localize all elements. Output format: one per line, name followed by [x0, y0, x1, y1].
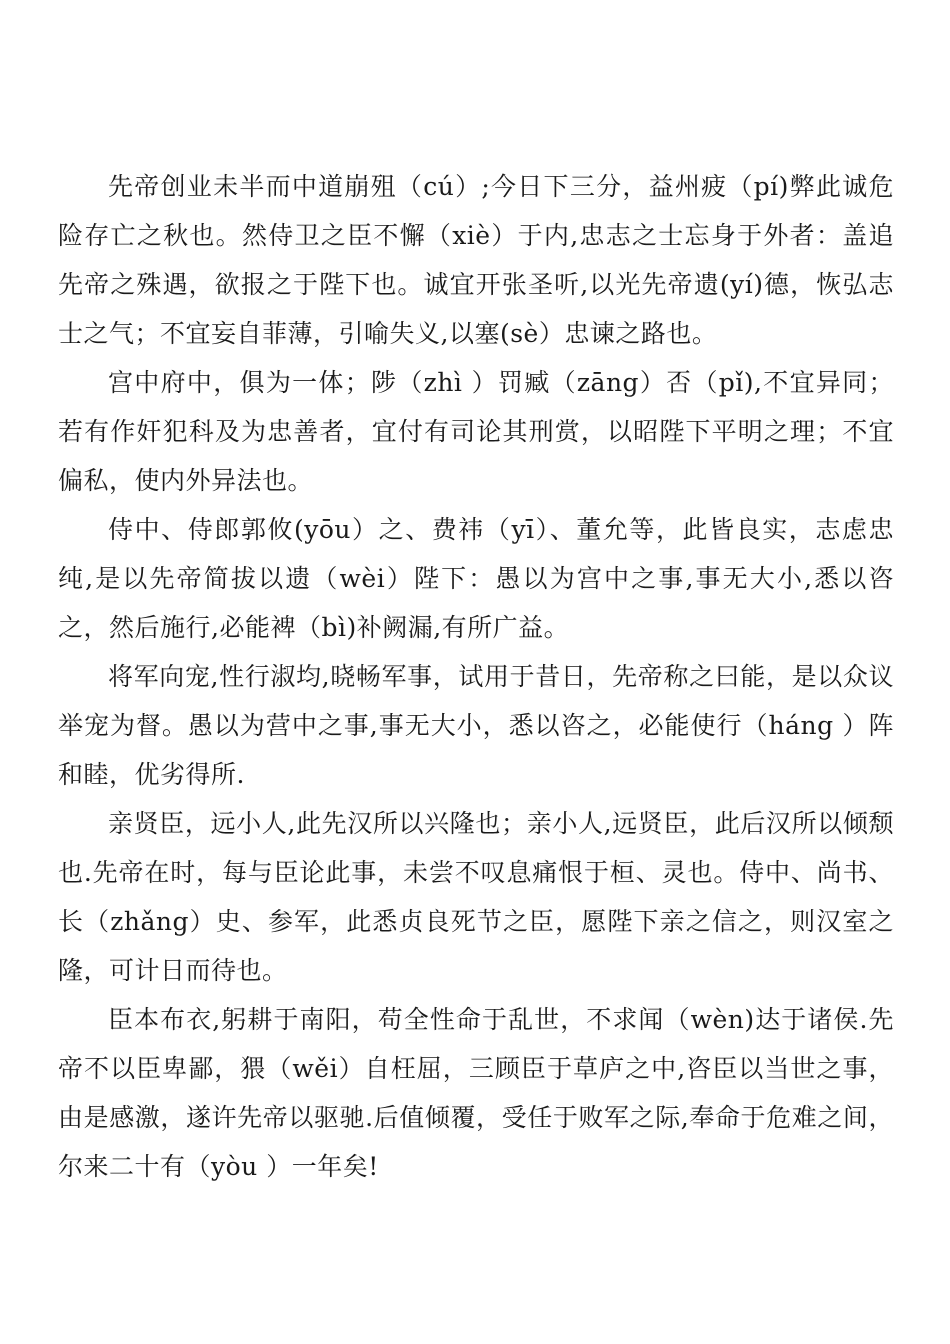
- document-body: [58, 162, 894, 1191]
- paragraph-6: 臣本布衣,躬耕于南阳，苟全性命于乱世，不求闻（wèn)达于诸侯.先帝不以臣卑鄙，猥（wěi）自枉屈，三顾臣于草庐之中,咨臣以当世之事，由是感激，遂许先帝以驱驰.后值倾覆，受任于败军之际,奉命于危难之间，尔来二十有（yòu ）一年矣!: [58, 1005, 894, 1181]
- paragraph-1: 先帝创业未半而中道崩殂（cú）;今日下三分，益州疲（pí)弊此诚危险存亡之秋也。然侍卫之臣不懈（xiè）于内,忠志之士忘身于外者：盖追先帝之殊遇，欲报之于陛下也。诚宜开张圣听,以光先帝遗(yí)德，恢弘志士之气；不宜妄自菲薄，引喻失义,以塞(sè）忠谏之路也。: [58, 172, 894, 348]
- paragraph-2: 宫中府中，俱为一体；陟（zhì ）罚臧（zāng）否（pǐ),不宜异同；若有作奸犯科及为忠善者，宜付有司论其刑赏，以昭陛下平明之理；不宜偏私，使内外异法也。: [58, 368, 894, 495]
- paragraph-3: 侍中、侍郎郭攸(yōu）之、费祎（yī）、董允等，此皆良实，志虑忠纯,是以先帝简拔以遗（wèi）陛下：愚以为宫中之事,事无大小,悉以咨之，然后施行,必能裨（bì)补阙漏,有所广益。: [58, 515, 894, 642]
- paragraph-5: 亲贤臣，远小人,此先汉所以兴隆也；亲小人,远贤臣，此后汉所以倾颓也.先帝在时，每与臣论此事，未尝不叹息痛恨于桓、灵也。侍中、尚书、长（zhǎng）史、参军，此悉贞良死节之臣，愿陛下亲之信之，则汉室之隆，可计日而待也。: [58, 809, 894, 985]
- paragraph-4: 将军向宠,性行淑均,晓畅军事，试用于昔日，先帝称之曰能，是以众议举宠为督。愚以为营中之事,事无大小，悉以咨之，必能使行（háng ）阵和睦，优劣得所.: [58, 662, 894, 789]
